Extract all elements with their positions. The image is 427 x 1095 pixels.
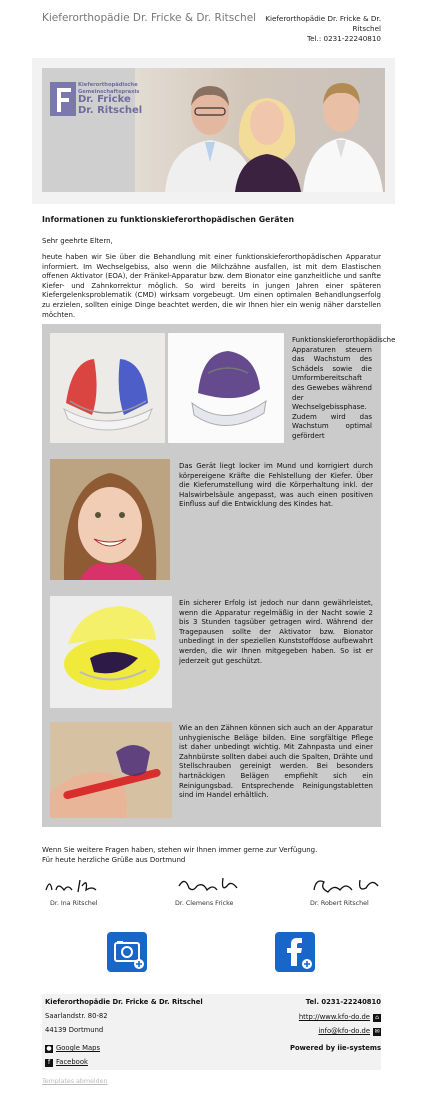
website-link[interactable]: http://www.kfo-do.de: [298, 1013, 370, 1021]
closing-line-2: Für heute herzliche Grüße aus Dortmund: [42, 855, 186, 864]
appliance-photo-2: [168, 333, 284, 443]
unsubscribe-link[interactable]: Templates abmelden: [42, 1078, 108, 1085]
facebook-row: [45, 1056, 88, 1069]
signature-graphic-3: [310, 876, 382, 896]
footer-street: Saarlandstr. 80-82: [45, 1012, 108, 1020]
google-maps-row: [45, 1042, 100, 1055]
signature-name-1: Dr. Ina Ritschel: [50, 900, 98, 907]
child-photo: [50, 459, 170, 580]
hero-image: [42, 68, 385, 192]
logo-icon: [50, 82, 76, 116]
logo-line2: Gemeinschaftspraxis: [78, 88, 140, 95]
info-panel: [42, 324, 396, 827]
intro-paragraph: heute haben wir Sie über die Behandlung mit einer funktionskieferorthopädischen Apparatur informiert. Im Wechselgebiss, also wenn die Milchzähne ausfallen, ist mit dem Elastischen offenen Aktivator (EOA), der Fränkel-Apparatur bzw. dem Bionator eine ganzheitliche und sanfte Kiefer- und Zahnkorrektur möglich. So wird bereits in jungen Jahren einer späteren Kiefergelenksproblematik (CMD) wirksam vorgebeugt. Um einen optimalen Behandlungserfolg zu erzielen, sollten einige Dinge beachtet werden, die wir Ihnen hier ein wenig näher darstellen möchten.: [42, 253, 381, 319]
signature-graphic-1: [42, 876, 102, 896]
powered-by: Powered by iie-systems: [290, 1044, 381, 1052]
instagram-button[interactable]: [107, 932, 147, 972]
section-heading: Informationen zu funktionskieferorthopädischen Geräten: [42, 215, 295, 224]
footer-phone: Tel. 0231-22240810: [305, 998, 381, 1006]
appliance-illustration-2: [168, 333, 284, 443]
facebook-icon: [275, 932, 315, 972]
home-icon: ⌂: [373, 1014, 381, 1022]
footer-city: 44139 Dortmund: [45, 1026, 104, 1034]
logo-glyph: [50, 82, 76, 116]
header-practice-name: Kieferorthopädie Dr. Fricke & Dr. Ritschel: [265, 14, 381, 33]
hero-banner: [32, 58, 395, 204]
footer-email-row: [318, 1025, 381, 1038]
team-photo-illustration: [135, 68, 385, 192]
appliance-illustration-1: [50, 333, 165, 443]
panel-text-4: Wie an den Zähnen können sich auch an der Apparatur unhygienische Beläge bilden. Eine sorgfältige Pflege ist daher unbedingt wichtig. Mit Zahnpasta und einer Zahnbürste sollten dabei auch die Spalten, Drähte und Stellschrauben gereinigt werden. Bei besonders hartnäckigen Belägen empfiehlt sich ein Reinigungsbad. Entsprechende Reinigungstabletten sind im Handel erhältlich.: [179, 724, 373, 800]
panel-text-2: Das Gerät liegt locker im Mund und korrigiert durch körpereigene Kräfte die Fehlstellung der Kiefer. Über die Kieferumstellung wird die Körperhaltung inkl. der Halswirbelsäule angepasst, was auch einen positiven Einfluss auf die Entwicklung des Kindes hat.: [179, 462, 373, 509]
team-photo: [135, 68, 385, 192]
storage-box-photo: [50, 596, 172, 708]
logo-text: [78, 82, 142, 116]
greeting: Sehr geehrte Eltern,: [42, 237, 113, 245]
cleaning-photo: [50, 722, 172, 818]
mail-icon: ✉: [374, 1027, 380, 1035]
page-title: Kieferorthopädie Dr. Fricke & Dr. Ritschel: [42, 12, 257, 24]
storage-box-illustration: [50, 596, 172, 708]
footer: [42, 994, 381, 1070]
header-phone: Tel.: 0231-22240810: [306, 34, 381, 43]
instagram-icon: [107, 932, 147, 972]
logo-line1: Kieferorthopädische: [78, 82, 138, 88]
child-illustration: [50, 459, 170, 580]
panel-text-3: Ein sicherer Erfolg ist jedoch nur dann gewährleistet, wenn die Apparatur regelmäßig in der Nacht sowie 2 bis 3 Stunden tagsüber getragen wird. Während der Tragepausen sollte der Aktivator bzw. Bionator unbedingt in der speziellen Kunststoffdose aufbewahrt werden, die wir Ihnen mitgegeben haben. So ist er jederzeit gut geschützt.: [179, 599, 373, 665]
closing-text: [42, 846, 317, 865]
signature-3: [310, 876, 390, 907]
signature-graphic-2: [175, 876, 245, 896]
signature-name-3: Dr. Robert Ritschel: [310, 900, 369, 907]
header-contact: [251, 14, 381, 44]
closing-line-1: Wenn Sie weitere Fragen haben, stehen wir Ihnen immer gerne zur Verfügung.: [42, 846, 318, 854]
map-pin-icon: ●: [46, 1044, 52, 1052]
facebook-small-icon: f: [45, 1059, 53, 1067]
facebook-link[interactable]: Facebook: [56, 1058, 88, 1066]
footer-practice-name: Kieferorthopädie Dr. Fricke & Dr. Ritschel: [45, 998, 203, 1006]
appliance-photo-1: [50, 333, 165, 443]
footer-website-row: [299, 1011, 381, 1024]
logo-name1: Dr. Fricke: [78, 94, 131, 105]
facebook-button[interactable]: [275, 932, 315, 972]
logo-name2: Dr. Ritschel: [78, 104, 143, 116]
google-maps-link[interactable]: Google Maps: [56, 1044, 101, 1052]
cleaning-illustration: [50, 722, 172, 818]
signature-name-2: Dr. Clemens Fricke: [175, 900, 234, 907]
email-link[interactable]: info@kfo-do.de: [318, 1027, 370, 1035]
panel-text-1: Funktionskieferorthopädische Apparaturen steuern das Wachstum des Schädels sowie die Umformbereitschaft des Gewebes während der Wechselgebissphase. Zudem wird das Wachstum optimal gefördert: [292, 336, 396, 440]
signature-2: [175, 876, 255, 907]
signature-1: [42, 876, 112, 907]
